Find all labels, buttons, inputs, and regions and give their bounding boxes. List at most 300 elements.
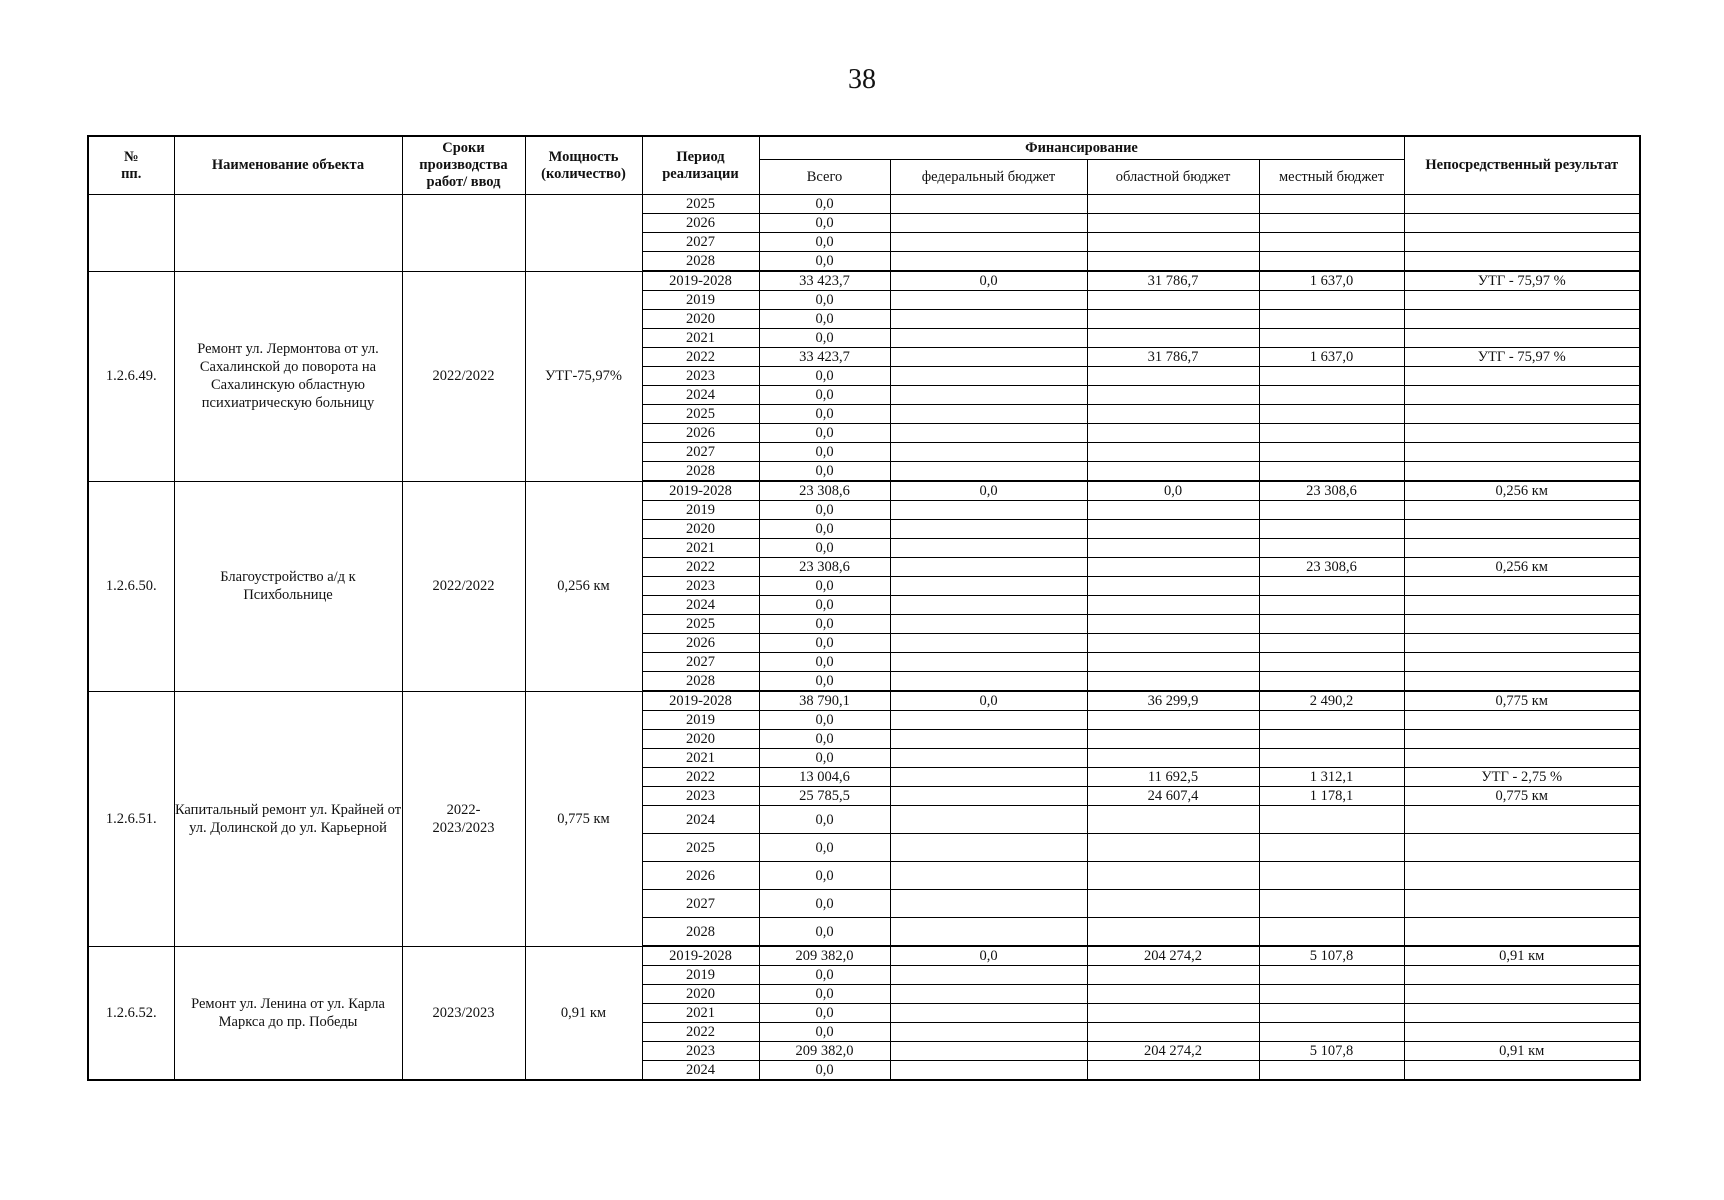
- cell-period: 2019-2028: [642, 691, 759, 711]
- cell-regional: [1087, 918, 1259, 947]
- cell-result: 0,91 км: [1404, 946, 1640, 966]
- cell-federal: [890, 985, 1087, 1004]
- cell-total: 0,0: [759, 806, 890, 834]
- page-number: 38: [848, 64, 876, 95]
- cell-result: 0,775 км: [1404, 691, 1640, 711]
- object-power: 0,775 км: [525, 691, 642, 946]
- header-regional: областной бюджет: [1087, 160, 1259, 195]
- cell-local: 1 637,0: [1259, 271, 1404, 291]
- cell-federal: [890, 672, 1087, 692]
- cell-regional: 204 274,2: [1087, 1042, 1259, 1061]
- cell-local: [1259, 443, 1404, 462]
- cell-result: [1404, 653, 1640, 672]
- cell-local: 5 107,8: [1259, 1042, 1404, 1061]
- cell-local: 23 308,6: [1259, 558, 1404, 577]
- cell-total: 0,0: [759, 834, 890, 862]
- cell-regional: [1087, 834, 1259, 862]
- cell-total: 0,0: [759, 539, 890, 558]
- cell-regional: [1087, 672, 1259, 692]
- cell-total: 0,0: [759, 672, 890, 692]
- cell-total: 0,0: [759, 1004, 890, 1023]
- cell-local: 23 308,6: [1259, 481, 1404, 501]
- cell-period: 2026: [642, 634, 759, 653]
- cell-total: 33 423,7: [759, 348, 890, 367]
- cell-regional: [1087, 405, 1259, 424]
- object-name: Ремонт ул. Ленина от ул. Карла Маркса до пр. Победы: [174, 946, 402, 1080]
- object-terms: 2022- 2023/2023: [402, 691, 525, 946]
- cell-total: 0,0: [759, 252, 890, 272]
- cell-result: [1404, 520, 1640, 539]
- cell-result: [1404, 405, 1640, 424]
- cell-regional: [1087, 558, 1259, 577]
- cell-total: 25 785,5: [759, 787, 890, 806]
- cell-regional: [1087, 615, 1259, 634]
- cell-total: 0,0: [759, 711, 890, 730]
- cell-regional: [1087, 520, 1259, 539]
- cell-federal: [890, 577, 1087, 596]
- cell-total: 0,0: [759, 966, 890, 985]
- table-row: [88, 946, 1640, 966]
- cell-total: 0,0: [759, 520, 890, 539]
- cell-regional: [1087, 596, 1259, 615]
- cell-period: 2019: [642, 711, 759, 730]
- cell-regional: [1087, 806, 1259, 834]
- cell-local: [1259, 367, 1404, 386]
- cell-local: [1259, 1004, 1404, 1023]
- cell-regional: [1087, 291, 1259, 310]
- cell-local: [1259, 634, 1404, 653]
- cell-total: 0,0: [759, 386, 890, 405]
- table-body: [88, 195, 1640, 1081]
- cell-period: 2025: [642, 195, 759, 214]
- cell-total: 0,0: [759, 653, 890, 672]
- cell-local: [1259, 806, 1404, 834]
- cell-period: 2019-2028: [642, 946, 759, 966]
- cell-local: 1 312,1: [1259, 768, 1404, 787]
- continuation-name-cell: [174, 195, 402, 272]
- cell-result: [1404, 386, 1640, 405]
- cell-federal: [890, 462, 1087, 482]
- cell-regional: [1087, 214, 1259, 233]
- cell-local: [1259, 862, 1404, 890]
- cell-total: 0,0: [759, 596, 890, 615]
- cell-federal: [890, 386, 1087, 405]
- continuation-terms-cell: [402, 195, 525, 272]
- cell-total: 0,0: [759, 195, 890, 214]
- cell-federal: [890, 291, 1087, 310]
- cell-federal: [890, 1042, 1087, 1061]
- cell-regional: [1087, 195, 1259, 214]
- cell-regional: [1087, 1023, 1259, 1042]
- cell-federal: 0,0: [890, 481, 1087, 501]
- cell-result: [1404, 634, 1640, 653]
- object-terms: 2022/2022: [402, 481, 525, 691]
- cell-period: 2019: [642, 501, 759, 520]
- cell-period: 2020: [642, 730, 759, 749]
- cell-total: 0,0: [759, 443, 890, 462]
- cell-local: [1259, 252, 1404, 272]
- cell-period: 2023: [642, 577, 759, 596]
- cell-federal: [890, 890, 1087, 918]
- cell-period: 2028: [642, 462, 759, 482]
- cell-period: 2019-2028: [642, 271, 759, 291]
- object-power: 0,91 км: [525, 946, 642, 1080]
- cell-regional: [1087, 730, 1259, 749]
- object-power: УТГ-75,97%: [525, 271, 642, 481]
- cell-federal: [890, 730, 1087, 749]
- cell-period: 2020: [642, 520, 759, 539]
- cell-federal: [890, 539, 1087, 558]
- cell-result: [1404, 252, 1640, 272]
- cell-result: [1404, 615, 1640, 634]
- cell-federal: [890, 252, 1087, 272]
- cell-federal: [890, 862, 1087, 890]
- object-terms: 2023/2023: [402, 946, 525, 1080]
- cell-total: 0,0: [759, 329, 890, 348]
- cell-regional: [1087, 252, 1259, 272]
- header-result: Непосредственный результат: [1404, 136, 1640, 195]
- table-row: [88, 481, 1640, 501]
- cell-total: 209 382,0: [759, 1042, 890, 1061]
- continuation-power-cell: [525, 195, 642, 272]
- cell-local: [1259, 233, 1404, 252]
- cell-federal: [890, 787, 1087, 806]
- object-num: 1.2.6.49.: [88, 271, 174, 481]
- cell-result: УТГ - 75,97 %: [1404, 271, 1640, 291]
- cell-local: [1259, 1061, 1404, 1081]
- cell-period: 2019: [642, 291, 759, 310]
- cell-local: [1259, 386, 1404, 405]
- cell-period: 2028: [642, 252, 759, 272]
- header-power: Мощность (количество): [525, 136, 642, 195]
- cell-federal: 0,0: [890, 946, 1087, 966]
- cell-local: [1259, 424, 1404, 443]
- cell-period: 2028: [642, 672, 759, 692]
- cell-period: 2024: [642, 596, 759, 615]
- cell-period: 2027: [642, 653, 759, 672]
- cell-result: [1404, 539, 1640, 558]
- cell-result: [1404, 214, 1640, 233]
- cell-local: [1259, 653, 1404, 672]
- cell-total: 0,0: [759, 291, 890, 310]
- cell-federal: [890, 653, 1087, 672]
- cell-period: 2021: [642, 749, 759, 768]
- cell-period: 2024: [642, 386, 759, 405]
- object-num: 1.2.6.50.: [88, 481, 174, 691]
- cell-total: 23 308,6: [759, 481, 890, 501]
- cell-local: [1259, 672, 1404, 692]
- cell-total: 0,0: [759, 615, 890, 634]
- cell-total: 0,0: [759, 310, 890, 329]
- cell-regional: [1087, 985, 1259, 1004]
- cell-regional: 31 786,7: [1087, 348, 1259, 367]
- cell-result: [1404, 862, 1640, 890]
- object-name: Благоустройство а/д к Психбольнице: [174, 481, 402, 691]
- cell-regional: [1087, 367, 1259, 386]
- cell-period: 2021: [642, 329, 759, 348]
- cell-regional: [1087, 966, 1259, 985]
- cell-federal: [890, 367, 1087, 386]
- cell-local: 1 178,1: [1259, 787, 1404, 806]
- cell-result: [1404, 596, 1640, 615]
- cell-total: 0,0: [759, 424, 890, 443]
- cell-period: 2021: [642, 1004, 759, 1023]
- cell-local: [1259, 985, 1404, 1004]
- cell-local: [1259, 462, 1404, 482]
- header-num: № пп.: [88, 136, 174, 195]
- cell-federal: [890, 749, 1087, 768]
- object-terms: 2022/2022: [402, 271, 525, 481]
- cell-result: 0,775 км: [1404, 787, 1640, 806]
- cell-regional: [1087, 310, 1259, 329]
- cell-result: [1404, 806, 1640, 834]
- cell-federal: [890, 520, 1087, 539]
- cell-period: 2024: [642, 1061, 759, 1081]
- cell-regional: 31 786,7: [1087, 271, 1259, 291]
- cell-local: [1259, 577, 1404, 596]
- cell-total: 13 004,6: [759, 768, 890, 787]
- cell-period: 2020: [642, 310, 759, 329]
- table-row: [88, 691, 1640, 711]
- object-name: Капитальный ремонт ул. Крайней от ул. Долинской до ул. Карьерной: [174, 691, 402, 946]
- cell-regional: [1087, 711, 1259, 730]
- cell-federal: [890, 348, 1087, 367]
- cell-result: [1404, 918, 1640, 947]
- cell-total: 0,0: [759, 367, 890, 386]
- cell-local: [1259, 890, 1404, 918]
- cell-period: 2020: [642, 985, 759, 1004]
- cell-regional: [1087, 862, 1259, 890]
- cell-result: [1404, 985, 1640, 1004]
- cell-period: 2023: [642, 787, 759, 806]
- cell-period: 2022: [642, 768, 759, 787]
- cell-total: 0,0: [759, 405, 890, 424]
- cell-result: УТГ - 2,75 %: [1404, 768, 1640, 787]
- cell-total: 0,0: [759, 730, 890, 749]
- cell-local: [1259, 501, 1404, 520]
- cell-federal: [890, 424, 1087, 443]
- cell-local: [1259, 310, 1404, 329]
- cell-local: [1259, 195, 1404, 214]
- cell-local: [1259, 615, 1404, 634]
- cell-period: 2026: [642, 424, 759, 443]
- cell-local: [1259, 918, 1404, 947]
- table-header: [88, 136, 1640, 195]
- cell-total: 0,0: [759, 634, 890, 653]
- cell-local: [1259, 329, 1404, 348]
- cell-period: 2019: [642, 966, 759, 985]
- table-row: [88, 195, 1640, 214]
- cell-local: [1259, 730, 1404, 749]
- cell-federal: [890, 310, 1087, 329]
- cell-local: 5 107,8: [1259, 946, 1404, 966]
- cell-result: [1404, 672, 1640, 692]
- cell-regional: [1087, 539, 1259, 558]
- cell-federal: [890, 329, 1087, 348]
- header-financing: Финансирование: [759, 136, 1404, 160]
- cell-regional: [1087, 749, 1259, 768]
- cell-period: 2024: [642, 806, 759, 834]
- cell-local: [1259, 966, 1404, 985]
- cell-result: [1404, 443, 1640, 462]
- header-terms: Сроки производства работ/ ввод: [402, 136, 525, 195]
- cell-regional: [1087, 233, 1259, 252]
- cell-regional: [1087, 890, 1259, 918]
- object-num: 1.2.6.52.: [88, 946, 174, 1080]
- cell-regional: [1087, 424, 1259, 443]
- cell-result: 0,91 км: [1404, 1042, 1640, 1061]
- cell-local: [1259, 711, 1404, 730]
- cell-period: 2028: [642, 918, 759, 947]
- header-local: местный бюджет: [1259, 160, 1404, 195]
- cell-federal: [890, 966, 1087, 985]
- cell-regional: 204 274,2: [1087, 946, 1259, 966]
- cell-regional: [1087, 443, 1259, 462]
- cell-federal: [890, 1004, 1087, 1023]
- cell-result: [1404, 195, 1640, 214]
- cell-local: [1259, 596, 1404, 615]
- cell-regional: 11 692,5: [1087, 768, 1259, 787]
- cell-federal: [890, 768, 1087, 787]
- cell-period: 2021: [642, 539, 759, 558]
- cell-period: 2019-2028: [642, 481, 759, 501]
- cell-regional: [1087, 386, 1259, 405]
- cell-period: 2026: [642, 214, 759, 233]
- cell-total: 0,0: [759, 862, 890, 890]
- cell-result: [1404, 1061, 1640, 1081]
- cell-period: 2025: [642, 834, 759, 862]
- cell-federal: [890, 195, 1087, 214]
- cell-federal: [890, 1023, 1087, 1042]
- cell-period: 2027: [642, 890, 759, 918]
- cell-regional: [1087, 462, 1259, 482]
- object-power: 0,256 км: [525, 481, 642, 691]
- cell-federal: [890, 405, 1087, 424]
- cell-result: 0,256 км: [1404, 481, 1640, 501]
- cell-total: 0,0: [759, 749, 890, 768]
- cell-total: 0,0: [759, 918, 890, 947]
- cell-total: 23 308,6: [759, 558, 890, 577]
- cell-result: [1404, 367, 1640, 386]
- cell-total: 0,0: [759, 1061, 890, 1081]
- cell-period: 2027: [642, 443, 759, 462]
- object-num: 1.2.6.51.: [88, 691, 174, 946]
- cell-result: [1404, 501, 1640, 520]
- cell-result: [1404, 711, 1640, 730]
- cell-total: 0,0: [759, 1023, 890, 1042]
- cell-local: [1259, 749, 1404, 768]
- cell-regional: [1087, 1004, 1259, 1023]
- cell-period: 2022: [642, 348, 759, 367]
- cell-total: 0,0: [759, 462, 890, 482]
- cell-regional: 36 299,9: [1087, 691, 1259, 711]
- cell-local: [1259, 539, 1404, 558]
- cell-result: УТГ - 75,97 %: [1404, 348, 1640, 367]
- cell-federal: [890, 634, 1087, 653]
- cell-period: 2023: [642, 1042, 759, 1061]
- header-period: Период реализации: [642, 136, 759, 195]
- cell-result: [1404, 291, 1640, 310]
- cell-regional: [1087, 329, 1259, 348]
- cell-local: [1259, 214, 1404, 233]
- cell-federal: [890, 558, 1087, 577]
- cell-result: [1404, 834, 1640, 862]
- cell-period: 2025: [642, 405, 759, 424]
- cell-federal: [890, 596, 1087, 615]
- cell-federal: [890, 834, 1087, 862]
- cell-regional: [1087, 501, 1259, 520]
- cell-result: [1404, 1023, 1640, 1042]
- cell-federal: [890, 214, 1087, 233]
- cell-federal: [890, 233, 1087, 252]
- cell-local: [1259, 520, 1404, 539]
- continuation-num-cell: [88, 195, 174, 272]
- header-total: Всего: [759, 160, 890, 195]
- cell-result: [1404, 577, 1640, 596]
- cell-regional: [1087, 634, 1259, 653]
- cell-total: 0,0: [759, 890, 890, 918]
- cell-result: [1404, 730, 1640, 749]
- object-name: Ремонт ул. Лермонтова от ул. Сахалинской до поворота на Сахалинскую областную психиатрическую больницу: [174, 271, 402, 481]
- cell-period: 2022: [642, 1023, 759, 1042]
- cell-total: 0,0: [759, 233, 890, 252]
- header-federal: федеральный бюджет: [890, 160, 1087, 195]
- cell-regional: [1087, 577, 1259, 596]
- cell-result: [1404, 233, 1640, 252]
- cell-result: 0,256 км: [1404, 558, 1640, 577]
- cell-total: 0,0: [759, 214, 890, 233]
- cell-total: 33 423,7: [759, 271, 890, 291]
- cell-regional: 24 607,4: [1087, 787, 1259, 806]
- cell-result: [1404, 1004, 1640, 1023]
- cell-federal: [890, 443, 1087, 462]
- cell-result: [1404, 424, 1640, 443]
- header-name: Наименование объекта: [174, 136, 402, 195]
- cell-federal: [890, 711, 1087, 730]
- cell-period: 2022: [642, 558, 759, 577]
- cell-result: [1404, 890, 1640, 918]
- cell-period: 2023: [642, 367, 759, 386]
- cell-federal: [890, 501, 1087, 520]
- cell-local: [1259, 405, 1404, 424]
- cell-result: [1404, 329, 1640, 348]
- cell-local: [1259, 291, 1404, 310]
- cell-result: [1404, 749, 1640, 768]
- cell-local: [1259, 834, 1404, 862]
- cell-period: 2026: [642, 862, 759, 890]
- cell-federal: [890, 615, 1087, 634]
- cell-federal: 0,0: [890, 271, 1087, 291]
- cell-federal: [890, 806, 1087, 834]
- cell-local: 1 637,0: [1259, 348, 1404, 367]
- cell-local: [1259, 1023, 1404, 1042]
- cell-total: 0,0: [759, 577, 890, 596]
- cell-result: [1404, 966, 1640, 985]
- cell-regional: [1087, 1061, 1259, 1081]
- cell-result: [1404, 462, 1640, 482]
- cell-total: 0,0: [759, 985, 890, 1004]
- cell-period: 2027: [642, 233, 759, 252]
- cell-total: 0,0: [759, 501, 890, 520]
- table-row: [88, 271, 1640, 291]
- cell-period: 2025: [642, 615, 759, 634]
- cell-regional: [1087, 653, 1259, 672]
- cell-federal: [890, 1061, 1087, 1081]
- cell-federal: 0,0: [890, 691, 1087, 711]
- cell-result: [1404, 310, 1640, 329]
- financing-table: [87, 135, 1641, 1081]
- cell-federal: [890, 918, 1087, 947]
